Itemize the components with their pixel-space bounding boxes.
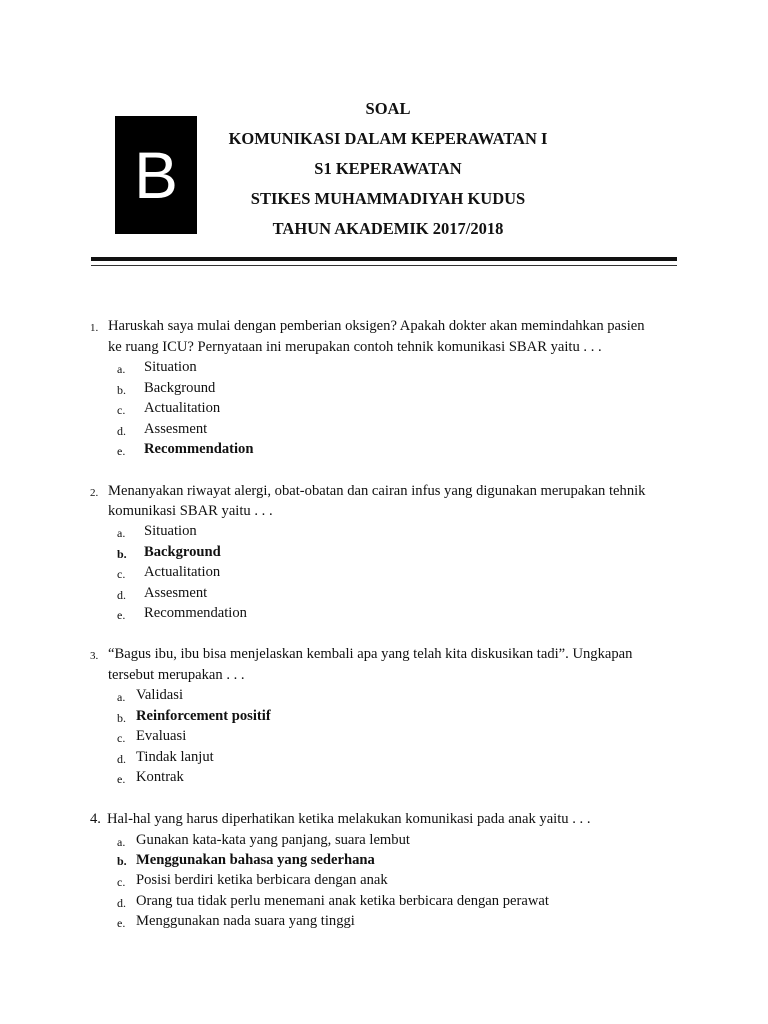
option-letter: a. [117, 362, 126, 376]
question-number: 2. [90, 487, 99, 499]
option-letter: e. [117, 916, 126, 930]
option-letter: b. [117, 547, 127, 561]
option-letter: c. [117, 403, 126, 417]
question-text-line: “Bagus ibu, ibu bisa menjelaskan kembali apa yang telah kita diskusikan tadi”. Ungkapan [108, 646, 633, 662]
option-text-correct: Background [144, 544, 221, 560]
option-text: Kontrak [136, 769, 184, 785]
option-text: Gunakan kata-kata yang panjang, suara lembut [136, 832, 410, 848]
option-letter: c. [117, 731, 126, 745]
header-line: TAHUN AKADEMIK 2017/2018 [272, 219, 504, 238]
option-letter: a. [117, 526, 126, 540]
option-letter: a. [117, 690, 126, 704]
option-letter: e. [117, 444, 126, 458]
option-text: Assesment [144, 585, 208, 601]
option-letter: e. [117, 772, 126, 786]
question-text-line: Menanyakan riwayat alergi, obat-obatan dan cairan infus yang digunakan merupakan tehnik [108, 483, 646, 499]
option-text: Actualitation [144, 400, 221, 416]
option-text: Background [144, 380, 216, 396]
option-letter: c. [117, 875, 126, 889]
header-line: S1 KEPERAWATAN [314, 159, 462, 178]
option-letter: b. [117, 383, 126, 397]
option-letter: c. [117, 567, 126, 581]
option-letter: d. [117, 752, 126, 766]
option-letter: a. [117, 835, 126, 849]
document-header [200, 94, 576, 244]
option-text: Validasi [136, 687, 184, 703]
option-text: Assesment [144, 421, 208, 437]
option-text-correct: Menggunakan bahasa yang sederhana [136, 852, 375, 868]
option-text: Recommendation [144, 605, 247, 621]
option-text: Evaluasi [136, 728, 187, 744]
question-number: 4. [90, 811, 101, 827]
option-text: Tindak lanjut [136, 749, 214, 765]
option-letter: d. [117, 588, 126, 602]
option-text: Situation [144, 523, 197, 539]
question-number: 1. [90, 322, 99, 334]
option-letter: d. [117, 896, 126, 910]
header-line: SOAL [365, 99, 411, 118]
header-divider-thick [91, 257, 677, 261]
header-divider-thin [91, 265, 677, 266]
option-text-correct: Recommendation [144, 441, 254, 457]
header-line: STIKES MUHAMMADIYAH KUDUS [250, 189, 526, 208]
badge-letter: B [133, 138, 179, 212]
option-letter: b. [117, 711, 126, 725]
question-text-line: tersebut merupakan . . . [108, 667, 245, 683]
option-text-correct: Reinforcement positif [136, 708, 271, 724]
question-text-line: Hal-hal yang harus diperhatikan ketika melakukan komunikasi pada anak yaitu . . . [107, 811, 591, 827]
option-text: Situation [144, 359, 197, 375]
option-text: Actualitation [144, 564, 221, 580]
option-letter: b. [117, 854, 127, 868]
option-text: Menggunakan nada suara yang tinggi [136, 913, 355, 929]
option-text: Orang tua tidak perlu menemani anak ketika berbicara dengan perawat [136, 893, 549, 909]
option-letter: d. [117, 424, 126, 438]
question-text-line: Haruskah saya mulai dengan pemberian oksigen? Apakah dokter akan memindahkan pasien [108, 318, 645, 334]
exam-version-badge [115, 116, 197, 234]
option-letter: e. [117, 608, 126, 622]
option-text: Posisi berdiri ketika berbicara dengan anak [136, 872, 388, 888]
question-text-line: ke ruang ICU? Pernyataan ini merupakan contoh tehnik komunikasi SBAR yaitu . . . [108, 339, 602, 355]
header-line: KOMUNIKASI DALAM KEPERAWATAN I [228, 129, 548, 148]
question-number: 3. [90, 650, 99, 662]
question-text-line: komunikasi SBAR yaitu . . . [108, 503, 273, 519]
